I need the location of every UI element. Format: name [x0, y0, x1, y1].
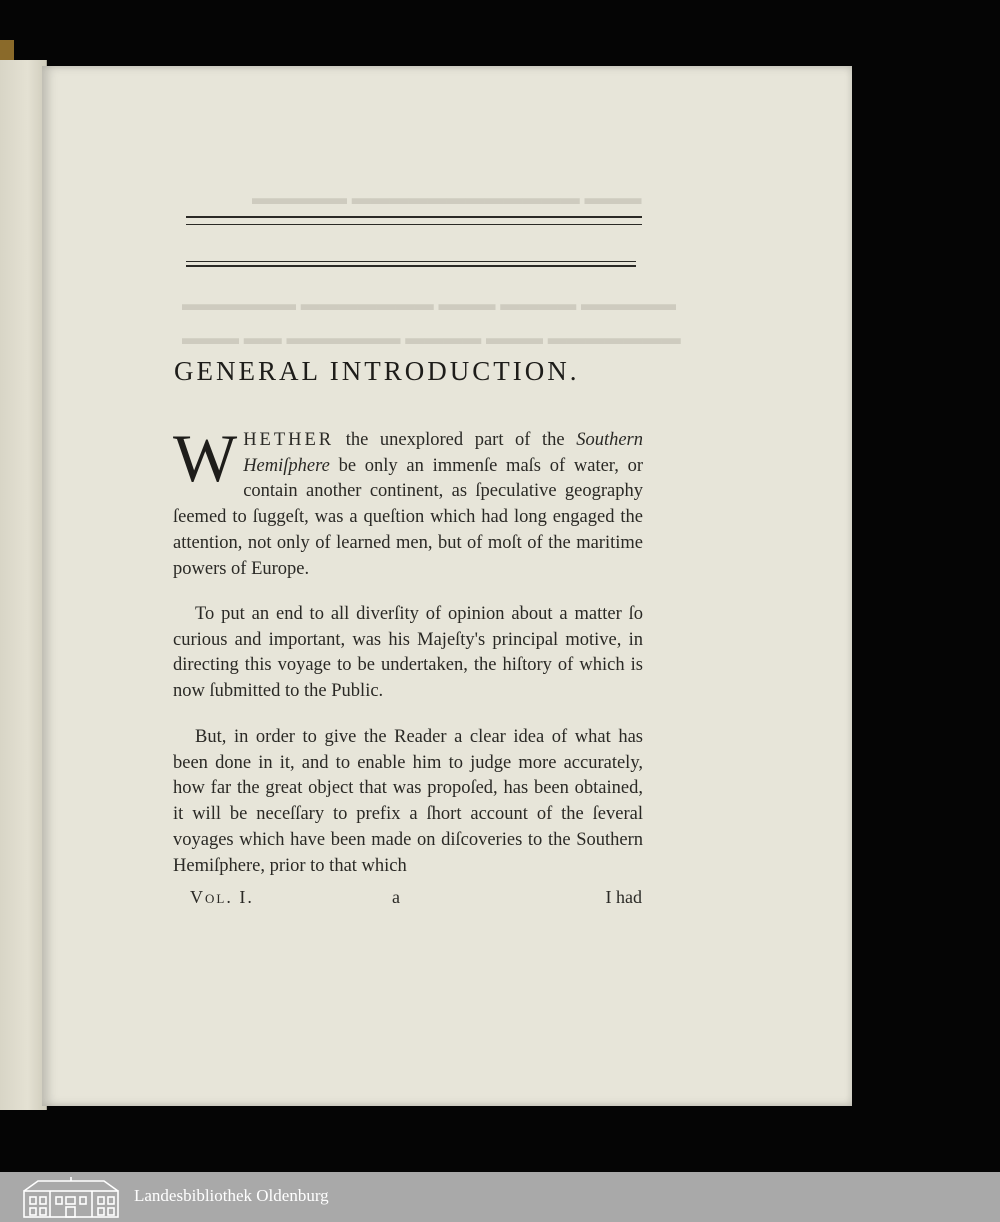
- left-page-edge: [0, 60, 47, 1110]
- second-ornamental-rule: [186, 261, 636, 270]
- signature-mark: a: [392, 887, 400, 907]
- library-building-icon: [20, 1175, 122, 1219]
- book-spine-edge: [0, 40, 14, 62]
- paragraph-1-text-a: the unexplored part of the: [334, 430, 577, 450]
- drop-cap: W: [173, 420, 238, 496]
- paragraph-1-text-b: be only an immenſe maſs of water, or contain another continent, as ſpeculative geography ſeemed to ſuggeſt, was a queſtion which had long engaged the attention, not only of learned men, but of moſt of the maritime powers of Europe.: [173, 455, 643, 579]
- show-through-texture: ▬▬▬▬▬▬▬ ▬▬▬ ▬▬▬▬ ▬▬▬▬▬▬ ▬▬ ▬▬▬: [182, 328, 681, 349]
- top-ornamental-rule: [186, 216, 642, 228]
- paragraph-1: [173, 420, 643, 582]
- paragraph-2: To put an end to all diverſity of opinion about a matter ſo curious and important, was his Majeſty's principal motive, in directing this voyage to be undertaken, the hiſtory of which is now ſubmitted to the Public.: [173, 604, 643, 702]
- paragraph-3: But, in order to give the Reader a clear idea of what has been done in it, and to enable him to judge more accurately, how far the great object that was propoſed, has been obtained, it will be neceſſary to prefix a ſhort account of the ſeveral voyages which have been made on diſcoveries to the Southern Hemiſphere, prior to that which: [173, 727, 643, 876]
- catchword: I had: [605, 887, 642, 907]
- volume-mark: Vol. I.: [190, 887, 254, 907]
- show-through-texture: ▬▬▬▬▬ ▬▬▬▬ ▬▬▬ ▬▬▬▬▬▬▬ ▬▬▬▬▬▬: [182, 294, 676, 315]
- page-heading: GENERAL INTRODUCTION.: [174, 356, 580, 386]
- library-footer-bar: [0, 1172, 1000, 1222]
- library-name: Landesbibliothek Oldenburg: [134, 1186, 329, 1205]
- paragraph-1-italic: Southern Hemiſphere: [243, 430, 643, 476]
- opening-word: HETHER: [243, 430, 335, 450]
- show-through-texture: ▬▬▬ ▬▬▬▬▬▬▬▬▬▬▬▬ ▬▬▬▬▬: [252, 188, 642, 209]
